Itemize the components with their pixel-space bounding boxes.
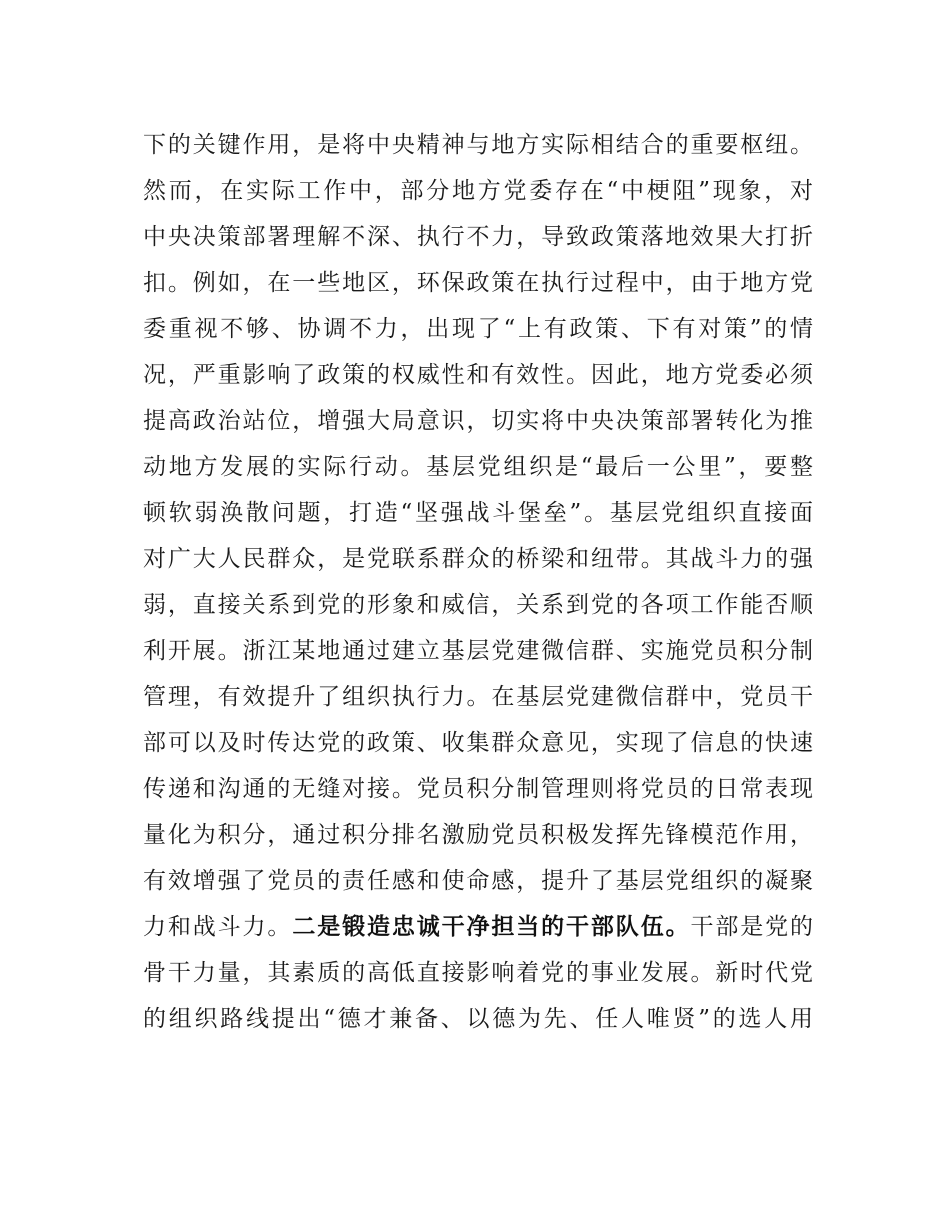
text-line-10: 对广大人民群众，是党联系群众的桥梁和纽带。其战斗力的强 [143, 546, 813, 572]
text-line-12: 利开展。浙江某地通过建立基层党建微信群、实施党员积分制 [143, 638, 813, 664]
text-line-14: 部可以及时传达党的政策、收集群众意见，实现了信息的快速 [143, 730, 813, 756]
text-line-8: 动地方发展的实际行动。基层党组织是“最后一公里”，要整 [143, 454, 813, 480]
text-line-16: 量化为积分，通过积分排名激励党员积极发挥先锋模范作用， [143, 822, 813, 848]
text-line-19: 骨干力量，其素质的高低直接影响着党的事业发展。新时代党 [143, 960, 813, 986]
text-line-6: 况，严重影响了政策的权威性和有效性。因此，地方党委必须 [143, 362, 813, 388]
text-line-4: 扣。例如，在一些地区，环保政策在执行过程中，由于地方党 [143, 270, 813, 296]
text-line-1: 下的关键作用，是将中央精神与地方实际相结合的重要枢纽。 [143, 132, 813, 158]
section-heading-inline: 二是锻造忠诚干净担当的干部队伍。 [292, 914, 691, 940]
text-line-3: 中央决策部署理解不深、执行不力，导致政策落地效果大打折 [143, 224, 813, 250]
text-line-7: 提高政治站位，增强大局意识，切实将中央决策部署转化为推 [143, 408, 813, 434]
text-line-9: 顿软弱涣散问题，打造“坚强战斗堡垒”。基层党组织直接面 [143, 500, 813, 526]
text-line-17: 有效增强了党员的责任感和使命感，提升了基层党组织的凝聚 [143, 868, 813, 894]
text-line-5: 委重视不够、协调不力，出现了“上有政策、下有对策”的情 [143, 316, 813, 342]
text-line-18-start: 力和战斗力。 [143, 914, 293, 940]
text-line-15: 传递和沟通的无缝对接。党员积分制管理则将党员的日常表现 [143, 776, 813, 802]
text-line-13: 管理，有效提升了组织执行力。在基层党建微信群中，党员干 [143, 684, 813, 710]
text-line-11: 弱，直接关系到党的形象和威信，关系到党的各项工作能否顺 [143, 592, 813, 618]
text-line-20: 的组织路线提出“德才兼备、以德为先、任人唯贤”的选人用 [143, 1006, 813, 1032]
body-text [143, 122, 813, 1042]
text-line-18-end: 干部是党的 [690, 914, 814, 940]
text-line-2: 然而，在实际工作中，部分地方党委存在“中梗阻”现象，对 [143, 178, 813, 204]
text-line-18 [143, 904, 813, 950]
